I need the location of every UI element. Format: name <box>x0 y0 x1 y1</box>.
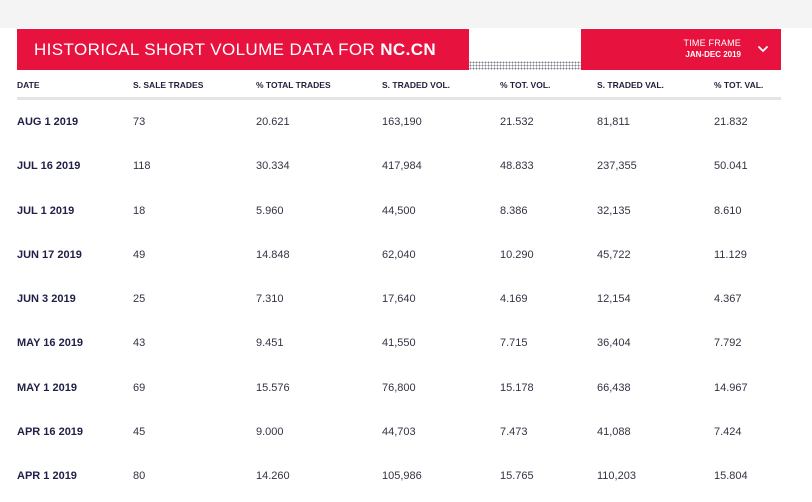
cell-percent-total-value: 50.041 <box>714 160 748 173</box>
cell-short-sale-trades: 73 <box>133 116 146 128</box>
cell-date: JUN 17 2019 <box>17 248 82 261</box>
cell-short-traded-value: 36,404 <box>597 337 631 350</box>
cell-short-traded-volume: 17,640 <box>382 293 416 306</box>
cell-short-traded-volume: 105,986 <box>382 470 422 483</box>
title-prefix: HISTORICAL SHORT VOLUME DATA FOR <box>34 39 376 59</box>
column-header-short-sale-trades[interactable]: S. SALE TRADES <box>133 80 204 90</box>
cell-date: APR 1 2019 <box>17 470 77 483</box>
cell-short-traded-value: 237,355 <box>597 160 637 173</box>
cell-short-traded-volume: 76,800 <box>382 381 416 394</box>
cell-percent-total-value: 15.804 <box>714 470 748 483</box>
table-row <box>17 366 781 410</box>
timeframe-dropdown[interactable] <box>581 29 781 70</box>
table-row <box>17 100 781 144</box>
cell-short-traded-value: 45,722 <box>597 248 631 261</box>
table-row <box>17 144 781 188</box>
cell-percent-total-trades: 14.260 <box>256 470 290 483</box>
cell-short-sale-trades: 25 <box>133 293 146 306</box>
cell-short-traded-volume: 44,500 <box>382 204 416 217</box>
cell-short-traded-volume: 41,550 <box>382 337 416 350</box>
table-body <box>17 100 781 499</box>
cell-percent-total-volume: 48.833 <box>500 160 534 173</box>
cell-short-traded-volume: 163,190 <box>382 116 422 128</box>
cell-date: MAY 16 2019 <box>17 337 84 350</box>
cell-short-sale-trades: 43 <box>133 337 146 350</box>
cell-date: JUN 3 2019 <box>17 293 76 306</box>
table-header <box>17 70 781 100</box>
cell-short-sale-trades: 45 <box>133 426 146 439</box>
table-row <box>17 189 781 233</box>
decorative-dot-pattern <box>469 61 581 70</box>
column-header-percent-total-trades[interactable]: % TOTAL TRADES <box>256 80 331 90</box>
cell-percent-total-volume: 15.178 <box>500 381 534 394</box>
cell-short-sale-trades: 118 <box>133 160 151 173</box>
page-title <box>17 29 469 70</box>
cell-percent-total-value: 7.792 <box>714 337 742 350</box>
cell-percent-total-value: 4.367 <box>714 293 742 306</box>
cell-short-traded-volume: 44,703 <box>382 426 416 439</box>
cell-percent-total-volume: 7.473 <box>500 426 528 439</box>
cell-percent-total-value: 8.610 <box>714 204 742 217</box>
table-row <box>17 454 781 498</box>
cell-short-sale-trades: 80 <box>133 470 146 483</box>
cell-percent-total-volume: 7.715 <box>500 337 528 350</box>
ticker-symbol: NC.CN <box>380 39 437 59</box>
cell-short-traded-volume: 417,984 <box>382 160 422 173</box>
cell-date: JUL 16 2019 <box>17 160 81 173</box>
cell-percent-total-value: 11.129 <box>714 248 747 261</box>
cell-percent-total-trades: 14.848 <box>256 248 290 261</box>
table-row <box>17 410 781 454</box>
cell-percent-total-trades: 9.000 <box>256 426 284 439</box>
cell-percent-total-trades: 5.960 <box>256 204 284 217</box>
cell-short-traded-value: 41,088 <box>597 426 631 439</box>
cell-percent-total-volume: 10.290 <box>500 248 534 261</box>
chevron-down-icon[interactable] <box>755 41 771 57</box>
column-header-percent-total-value[interactable]: % TOT. VAL. <box>714 80 764 90</box>
cell-short-traded-value: 12,154 <box>597 293 631 306</box>
table-row <box>17 233 781 277</box>
cell-short-traded-value: 32,135 <box>597 204 631 217</box>
cell-date: AUG 1 2019 <box>17 116 79 128</box>
column-header-short-traded-value[interactable]: S. TRADED VAL. <box>597 80 664 90</box>
cell-percent-total-trades: 7.310 <box>256 293 284 306</box>
cell-date: APR 16 2019 <box>17 426 84 439</box>
cell-percent-total-value: 14.967 <box>714 381 748 394</box>
cell-percent-total-volume: 8.386 <box>500 204 528 217</box>
cell-short-sale-trades: 49 <box>133 248 146 261</box>
cell-short-traded-value: 81,811 <box>597 116 630 128</box>
cell-percent-total-volume: 21.532 <box>500 116 534 128</box>
table-row <box>17 277 781 321</box>
cell-percent-total-value: 21.832 <box>714 116 748 128</box>
cell-short-traded-value: 110,203 <box>597 470 636 483</box>
table-row <box>17 321 781 365</box>
cell-short-sale-trades: 69 <box>133 381 146 394</box>
cell-date: MAY 1 2019 <box>17 381 77 394</box>
timeframe-value: JAN-DEC 2019 <box>685 50 741 59</box>
cell-percent-total-volume: 15.765 <box>500 470 534 483</box>
cell-percent-total-trades: 9.451 <box>256 337 284 350</box>
column-header-short-traded-volume[interactable]: S. TRADED VOL. <box>382 80 451 90</box>
cell-percent-total-volume: 4.169 <box>500 293 528 306</box>
cell-short-traded-volume: 62,040 <box>382 248 416 261</box>
timeframe-label: TIME FRAME <box>683 38 741 48</box>
column-header-date[interactable]: DATE <box>17 80 40 90</box>
cell-percent-total-trades: 15.576 <box>256 381 290 394</box>
cell-short-sale-trades: 18 <box>133 204 146 217</box>
cell-percent-total-trades: 30.334 <box>256 160 290 173</box>
cell-short-traded-value: 66,438 <box>597 381 631 394</box>
cell-percent-total-trades: 20.621 <box>256 116 290 128</box>
cell-percent-total-value: 7.424 <box>714 426 742 439</box>
cell-date: JUL 1 2019 <box>17 204 75 217</box>
column-header-percent-total-volume[interactable]: % TOT. VOL. <box>500 80 551 90</box>
